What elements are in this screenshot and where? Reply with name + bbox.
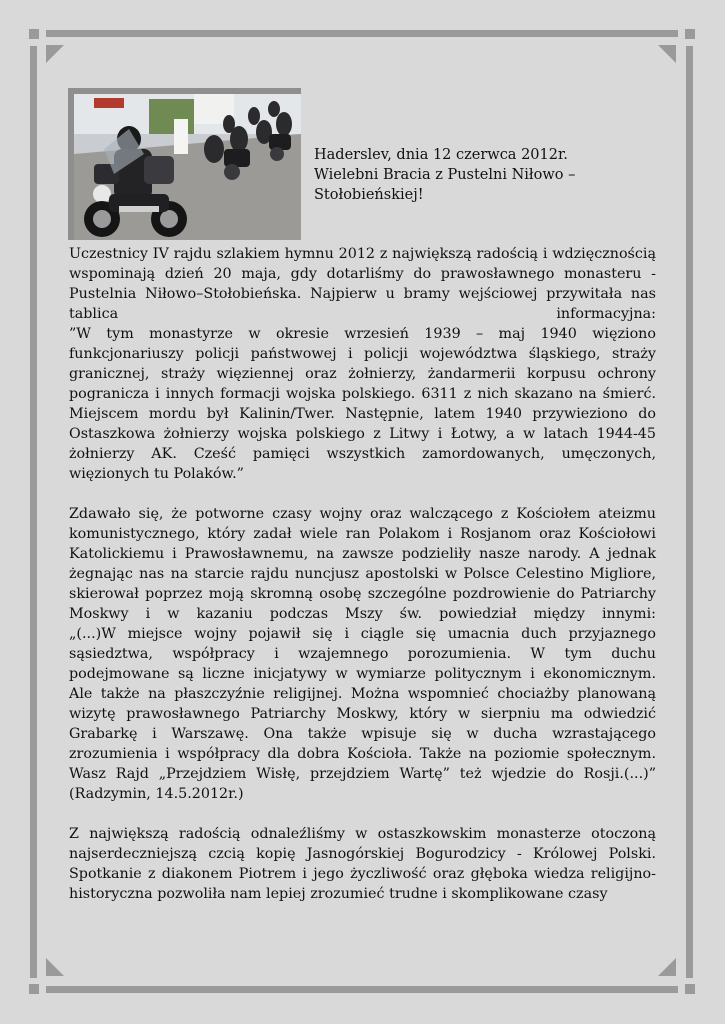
paragraph-line: Spotkanie z diakonem Piotrem i jego życzliwość oraz głęboka wiedza religijno-: [69, 866, 656, 882]
corner-ornament: [685, 29, 695, 39]
paragraph-line: „(...)W miejsce wojny pojawił się i ciągle się umacnia duch przyjaznego: [69, 626, 656, 642]
paragraph-line: ”W tym monastyrze w okresie wrzesień 1939 – maj 1940 więziono: [69, 326, 656, 342]
paragraph-line: Moskwy i w kazaniu podczas Mszy św. powiedział między innymi:: [69, 606, 656, 622]
paragraph-gap: [69, 804, 656, 824]
paragraph-line: Ostaszkowa żołnierzy wojska polskiego z Litwy i Łotwy, a w latach 1944-45: [69, 426, 656, 442]
corner-triangle: [658, 958, 676, 976]
paragraph-line: tablica informacyjna:: [69, 306, 656, 322]
paragraph-line: podejmowane są liczne inicjatywy w wymiarze politycznym i ekonomicznym.: [69, 666, 656, 682]
paragraph-line: Ale także na płaszczyźnie religijnej. Można wspomnieć chociażby planowaną: [69, 686, 656, 702]
paragraph-line: granicznej, straży więziennej oraz żołnierzy, żandarmerii korpusu ochrony: [69, 366, 656, 382]
corner-ornament: [29, 984, 39, 994]
paragraph-line: zrozumienia i współpracy dla dobra Kościoła. Także na poziomie społecznym.: [69, 746, 656, 762]
paragraph-line: funkcjonariuszy policji państwowej i policji województwa śląskiego, straży: [69, 346, 656, 362]
paragraph-line: pogranicza i innych formacji wojska polskiego. 6311 z nich skazano na śmierć.: [69, 386, 656, 402]
place-date: Haderslev, dnia 12 czerwca 2012r.: [314, 147, 568, 163]
paragraph-line: sąsiedztwa, współpracy i wzajemnego porozumienia. W tym duchu: [69, 646, 656, 662]
paragraph-line: więzionych tu Polaków.”: [69, 466, 244, 482]
paragraph-line: żegnając nas na starcie rajdu nuncjusz apostolski w Polsce Celestino Migliore,: [69, 566, 656, 582]
paragraph-line: Zdawało się, że potworne czasy wojny oraz walczącego z Kościołem ateizmu: [69, 506, 656, 522]
paragraph-line: Katolickiemu i Prawosławnemu, na zawsze podzieliły nasze narody. A jednak: [69, 546, 656, 562]
paragraph-line: najserdeczniejszą czcią kopię Jasnogórskiej Bogurodzicy - Królowej Polski.: [69, 846, 656, 862]
corner-triangle: [658, 45, 676, 63]
paragraph-line: Grabarkę i Warszawę. Ona także wpisuje się w ducha wzrastającego: [69, 726, 656, 742]
paragraph-line: (Radzymin, 14.5.2012r.): [69, 786, 244, 802]
greeting-line-2: Stołobieńskiej!: [314, 187, 424, 203]
corner-ornament: [29, 29, 39, 39]
frame-left: [30, 46, 37, 978]
paragraph-line: komunistycznego, który zadał wiele ran Polakom i Rosjanom oraz Kościołowi: [69, 526, 656, 542]
paragraph-gap: [69, 484, 656, 504]
corner-ornament: [685, 984, 695, 994]
paragraph-line: wspominają dzień 20 maja, gdy dotarliśmy do prawosławnego monasteru -: [69, 266, 656, 282]
frame-bottom: [46, 986, 678, 993]
paragraph-line: Z największą radością odnaleźliśmy w ostaszkowskim monasterze otoczoną: [69, 826, 656, 842]
corner-triangle: [46, 958, 64, 976]
paragraph-line: historyczna pozwoliła nam lepiej zrozumieć trudne i skomplikowane czasy: [69, 886, 608, 902]
letter-body: [69, 244, 656, 904]
paragraph-line: Wasz Rajd „Przejdziem Wisłę, przejdziem Wartę” też wjedzie do Rosji.(...)”: [69, 766, 656, 782]
paragraph-line: Uczestnicy IV rajdu szlakiem hymnu 2012 z największą radością i wdzięcznością: [69, 246, 656, 262]
photo-frame: [68, 88, 301, 240]
paragraph-line: Pustelnia Niłowo–Stołobieńska. Najpierw u bramy wejściowej przywitała nas: [69, 286, 656, 302]
greeting-line-1: Wielebni Bracia z Pustelni Niłowo –: [314, 167, 576, 183]
paragraph-line: Miejscem mordu był Kalinin/Twer. Następnie, latem 1940 przywieziono do: [69, 406, 656, 422]
frame-right: [686, 46, 693, 978]
paragraph-line: skierował poprzez moją skromną osobę szczególne pozdrowienie do Patriarchy: [69, 586, 656, 602]
motorcyclists-rally-photo: [74, 94, 301, 240]
corner-triangle: [46, 45, 64, 63]
paragraph-line: wizytę prawosławnego Patriarchy Moskwy, który w sierpniu ma odwiedzić: [69, 706, 656, 722]
frame-top: [46, 30, 678, 37]
paragraph-line: żołnierzy AK. Cześć pamięci wszystkich zamordowanych, umęczonych,: [69, 446, 656, 462]
letter-header: [314, 145, 614, 205]
